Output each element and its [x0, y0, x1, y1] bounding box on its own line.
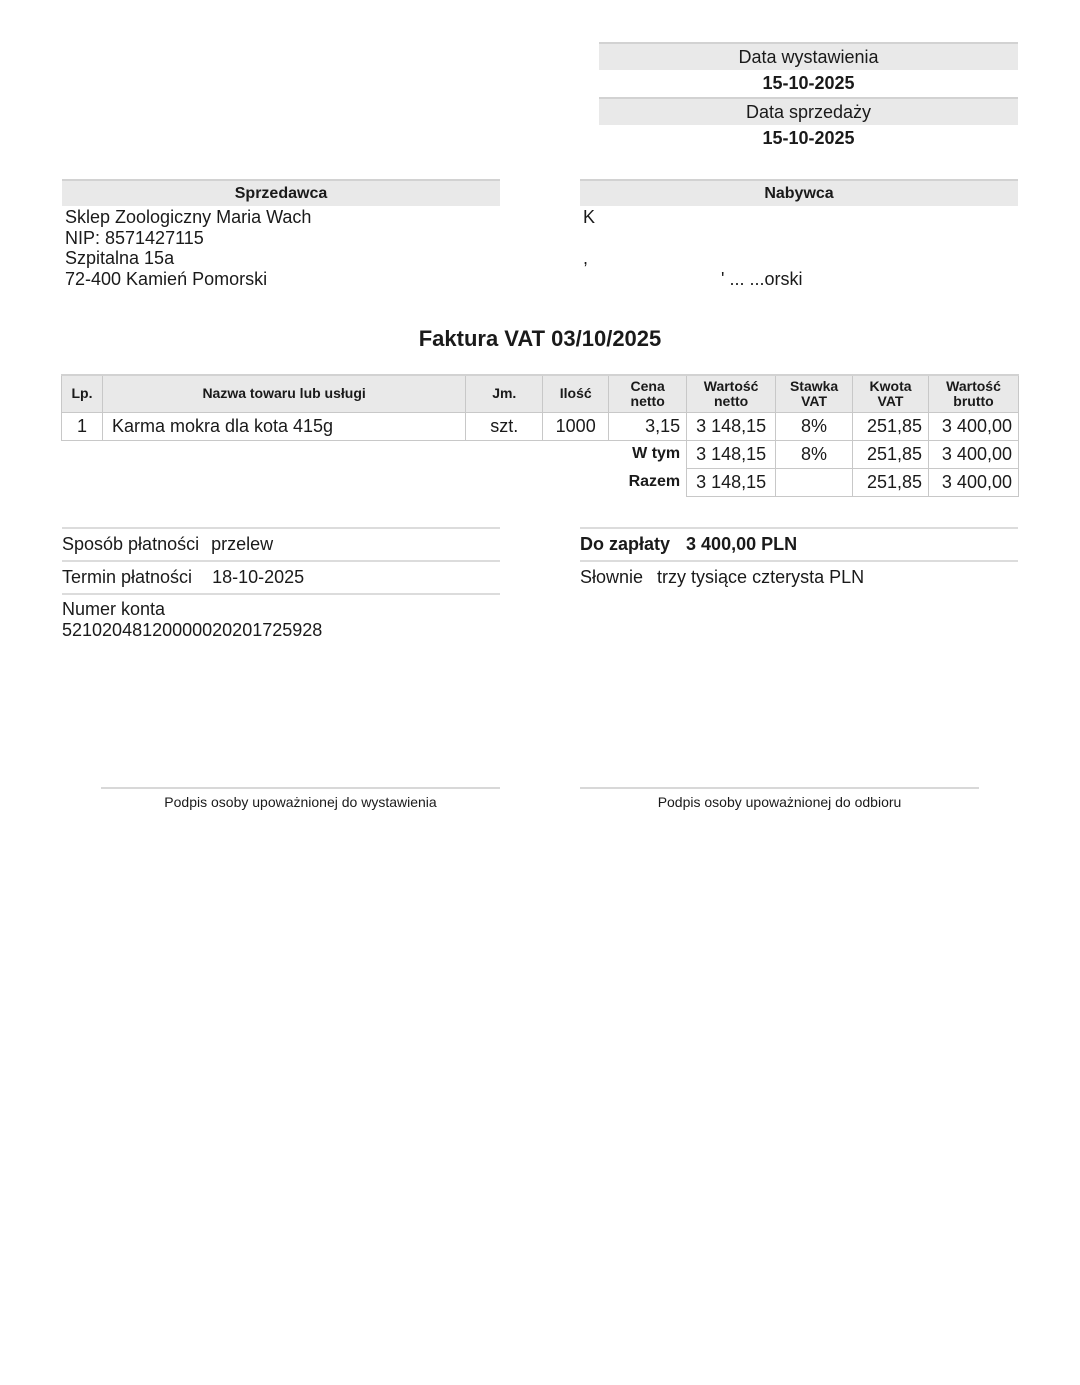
row-value-gross: 3 400,00 — [929, 412, 1019, 440]
header-lp: Lp. — [62, 375, 103, 412]
in-that-row — [62, 440, 1019, 468]
payment-due-row — [62, 560, 500, 593]
header-value-gross: Wartość brutto — [929, 375, 1019, 412]
sale-date-value: 15-10-2025 — [762, 128, 855, 148]
row-vat-rate: 8% — [776, 412, 853, 440]
issuer-signature-caption: Podpis osoby upoważnionej do wystawienia — [164, 794, 437, 810]
seller-city: 72-400 Kamień Pomorski — [65, 269, 268, 290]
total-label: Razem — [628, 473, 681, 490]
header-value-net: Wartość netto — [687, 375, 776, 412]
in-that-value-net: 3 148,15 — [687, 440, 776, 468]
issue-date-value: 15-10-2025 — [762, 73, 855, 93]
to-pay-row — [580, 527, 1018, 560]
in-words-row — [580, 560, 1018, 593]
row-unit: szt. — [466, 412, 543, 440]
account-block — [62, 593, 500, 640]
sale-date-label: Data sprzedaży — [599, 97, 1018, 125]
in-that-label: W tym — [632, 445, 681, 463]
buyer-line-2 — [583, 228, 1018, 249]
in-words-value: trzy tysiące czterysta PLN — [657, 567, 865, 587]
total-row — [62, 468, 1019, 496]
row-name: Karma mokra dla kota 415g — [102, 412, 465, 440]
payment-method-label: Sposób płatności — [62, 534, 200, 554]
row-value-net: 3 148,15 — [687, 412, 776, 440]
header-name: Nazwa towaru lub usługi — [102, 375, 465, 412]
payment-info-block — [62, 527, 500, 640]
row-qty: 1000 — [543, 412, 609, 440]
issue-date-label: Data wystawienia — [599, 42, 1018, 70]
seller-name: Sklep Zoologiczny Maria Wach — [65, 207, 312, 227]
to-pay-value: 3 400,00 PLN — [686, 534, 798, 554]
header-qty: Ilość — [543, 375, 609, 412]
buyer-line-1: K — [583, 207, 596, 227]
table-header-row — [62, 375, 1019, 412]
in-that-value-gross: 3 400,00 — [929, 440, 1019, 468]
buyer-line-3: , — [583, 248, 589, 269]
total-vat-rate — [776, 468, 853, 496]
seller-street: Szpitalna 15a — [65, 248, 175, 269]
receiver-signature-caption: Podpis osoby upoważnionej do odbioru — [657, 794, 902, 810]
header-vat-rate: Stawka VAT — [776, 375, 853, 412]
items-table — [61, 374, 1019, 497]
row-price-net: 3,15 — [609, 412, 687, 440]
sale-date-block — [599, 97, 1018, 153]
total-value-gross: 3 400,00 — [929, 468, 1019, 496]
row-lp: 1 — [62, 412, 103, 440]
issuer-signature-line — [101, 787, 500, 810]
issue-date-block — [599, 42, 1018, 98]
invoice-title: Faktura VAT 03/10/2025 — [418, 326, 662, 351]
to-pay-label: Do zapłaty — [580, 534, 671, 554]
total-value-net: 3 148,15 — [687, 468, 776, 496]
seller-nip: NIP: 8571427115 — [65, 227, 204, 248]
buyer-heading: Nabywca — [580, 179, 1018, 206]
payment-method-value: przelew — [211, 534, 274, 554]
account-number: 52102048120000020201725928 — [62, 619, 323, 640]
seller-block — [62, 179, 500, 290]
header-unit: Jm. — [466, 375, 543, 412]
in-that-vat-rate: 8% — [776, 440, 853, 468]
header-vat-amount: Kwota VAT — [853, 375, 929, 412]
buyer-line-4: ' ... ...orski — [721, 269, 803, 290]
header-price-net: Cena netto — [609, 375, 687, 412]
payment-method-row — [62, 527, 500, 560]
in-words-label: Słownie — [580, 567, 644, 587]
seller-heading: Sprzedawca — [62, 179, 500, 206]
payment-due-value: 18-10-2025 — [212, 567, 305, 587]
table-row — [62, 412, 1019, 440]
in-that-vat-amount: 251,85 — [853, 440, 929, 468]
payment-due-label: Termin płatności — [62, 567, 193, 587]
row-vat-amount: 251,85 — [853, 412, 929, 440]
receiver-signature-line — [580, 787, 979, 810]
amount-due-block — [580, 527, 1018, 593]
account-label: Numer konta — [62, 599, 166, 619]
total-vat-amount: 251,85 — [853, 468, 929, 496]
buyer-block — [580, 179, 1018, 290]
